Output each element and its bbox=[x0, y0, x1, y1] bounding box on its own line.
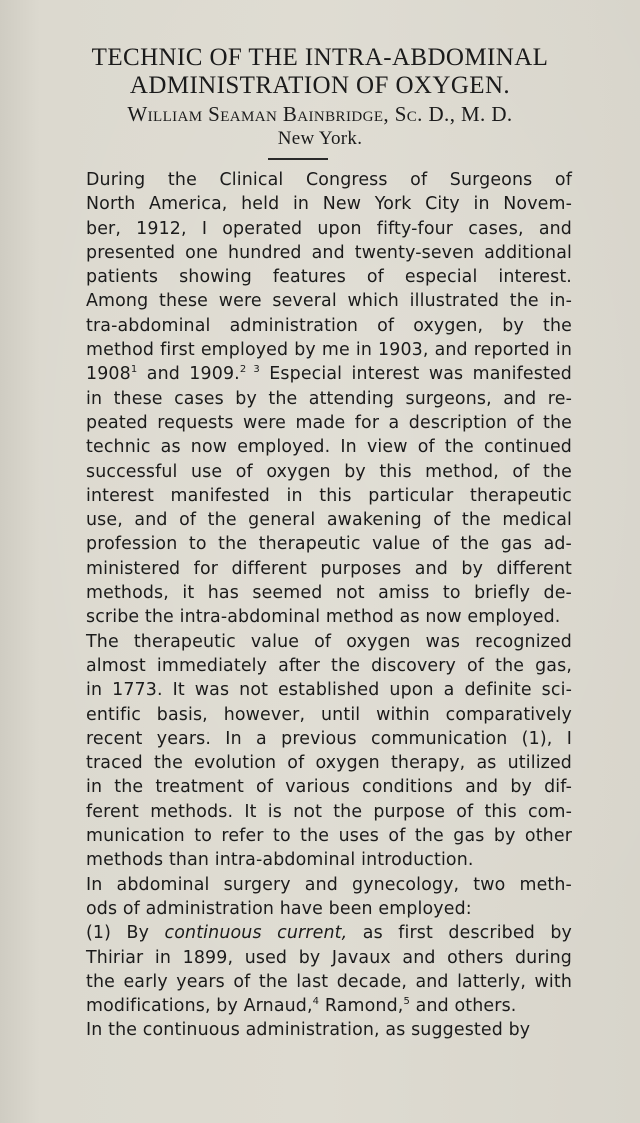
text-line: successful use of oxygen by this method, of the bbox=[86, 461, 572, 482]
article-title bbox=[0, 44, 640, 100]
text-line: North America, held in New York City in Novem- bbox=[86, 194, 572, 215]
text-fragment: and others. bbox=[409, 996, 517, 1017]
text-line: Thiriar in 1899, used by Javaux and others during bbox=[86, 947, 572, 968]
text-fragment: and 1909. bbox=[137, 364, 240, 385]
paragraph-5 bbox=[64, 1018, 572, 1042]
text-line: in these cases by the attending surgeons, and re- bbox=[86, 388, 572, 409]
text-line: technic as now employed. In view of the continued bbox=[86, 437, 572, 458]
text-line: During the Clinical Congress of Surgeons of bbox=[86, 170, 572, 190]
text-line: peated requests were made for a description of the bbox=[86, 412, 572, 433]
text-line: tra-abdominal administration of oxygen, by the bbox=[86, 315, 572, 336]
text-line: profession to the therapeutic value of the gas ad- bbox=[86, 534, 572, 555]
text-line: ods of administration have been employed: bbox=[86, 898, 472, 919]
title-line-2: ADMINISTRATION OF OXYGEN. bbox=[129, 72, 511, 99]
paragraph-1 bbox=[64, 168, 572, 630]
text-line: almost immediately after the discovery of the gas, bbox=[86, 655, 572, 676]
paragraph-3 bbox=[64, 873, 572, 922]
footnote-ref: 4 bbox=[312, 996, 320, 1008]
paragraph-2 bbox=[64, 630, 572, 873]
text-line: in 1773. It was not established upon a definite sci- bbox=[86, 680, 572, 701]
text-line: patients showing features of especial interest. bbox=[86, 267, 572, 288]
text-line: use, and of the general awakening of the medical bbox=[86, 510, 572, 531]
text-line: ber, 1912, I operated upon fifty-four cases, and bbox=[86, 218, 572, 239]
text-line: ministered for different purposes and by different bbox=[86, 558, 572, 579]
text-line: munication to refer to the uses of the gas by other bbox=[86, 826, 572, 847]
text-fragment: 1908 bbox=[86, 364, 131, 385]
text-line: In the continuous administration, as suggested by bbox=[86, 1020, 531, 1041]
text-line bbox=[64, 921, 572, 945]
footnote-ref: 2 3 bbox=[239, 364, 260, 376]
text-line: Among these were several which illustrated the in- bbox=[86, 291, 572, 312]
text-fragment: (1) By bbox=[86, 923, 165, 944]
text-fragment: Ramond, bbox=[319, 996, 404, 1017]
text-line: in the treatment of various conditions and by dif- bbox=[86, 777, 572, 798]
text-line: ferent methods. It is not the purpose of this com- bbox=[86, 801, 572, 822]
paragraph-4 bbox=[64, 921, 572, 1018]
text-fragment: Especial interest was manifested bbox=[259, 364, 572, 385]
text-line: In abdominal surgery and gynecology, two meth- bbox=[86, 874, 572, 895]
author-location: New York. bbox=[277, 128, 363, 149]
text-line: methods than intra-abdominal introduction. bbox=[86, 850, 474, 871]
article-body bbox=[64, 168, 572, 1043]
text-line bbox=[64, 362, 572, 386]
footnote-ref: 1 bbox=[130, 364, 138, 376]
text-line: The therapeutic value of oxygen was recognized bbox=[86, 631, 572, 652]
text-line bbox=[64, 994, 572, 1018]
text-fragment: as first described by bbox=[347, 923, 572, 944]
text-line: traced the evolution of oxygen therapy, as utilized bbox=[86, 753, 572, 774]
emphasis-text: continuous current, bbox=[164, 923, 348, 944]
text-line: scribe the intra-abdominal method as now employed. bbox=[86, 607, 561, 628]
text-line: presented one hundred and twenty-seven additional bbox=[86, 242, 572, 263]
footnote-ref: 5 bbox=[403, 996, 410, 1008]
text-line: methods, it has seemed not amiss to briefly de- bbox=[86, 583, 572, 604]
text-line: the early years of the last decade, and latterly, with bbox=[86, 971, 572, 992]
text-line: entific basis, however, until within comparatively bbox=[86, 704, 572, 725]
title-line-1: TECHNIC OF THE INTRA-ABDOMINAL bbox=[91, 44, 549, 71]
text-line: method first employed by me in 1903, and reported in bbox=[86, 340, 572, 361]
author-name: William Seaman Bainbridge, Sc. D., M. D. bbox=[127, 102, 513, 126]
text-line: recent years. In a previous communication (1), I bbox=[86, 728, 572, 749]
title-divider bbox=[268, 158, 328, 160]
text-fragment: modifications, by Arnaud, bbox=[86, 996, 313, 1017]
text-line: interest manifested in this particular therapeutic bbox=[86, 485, 572, 506]
